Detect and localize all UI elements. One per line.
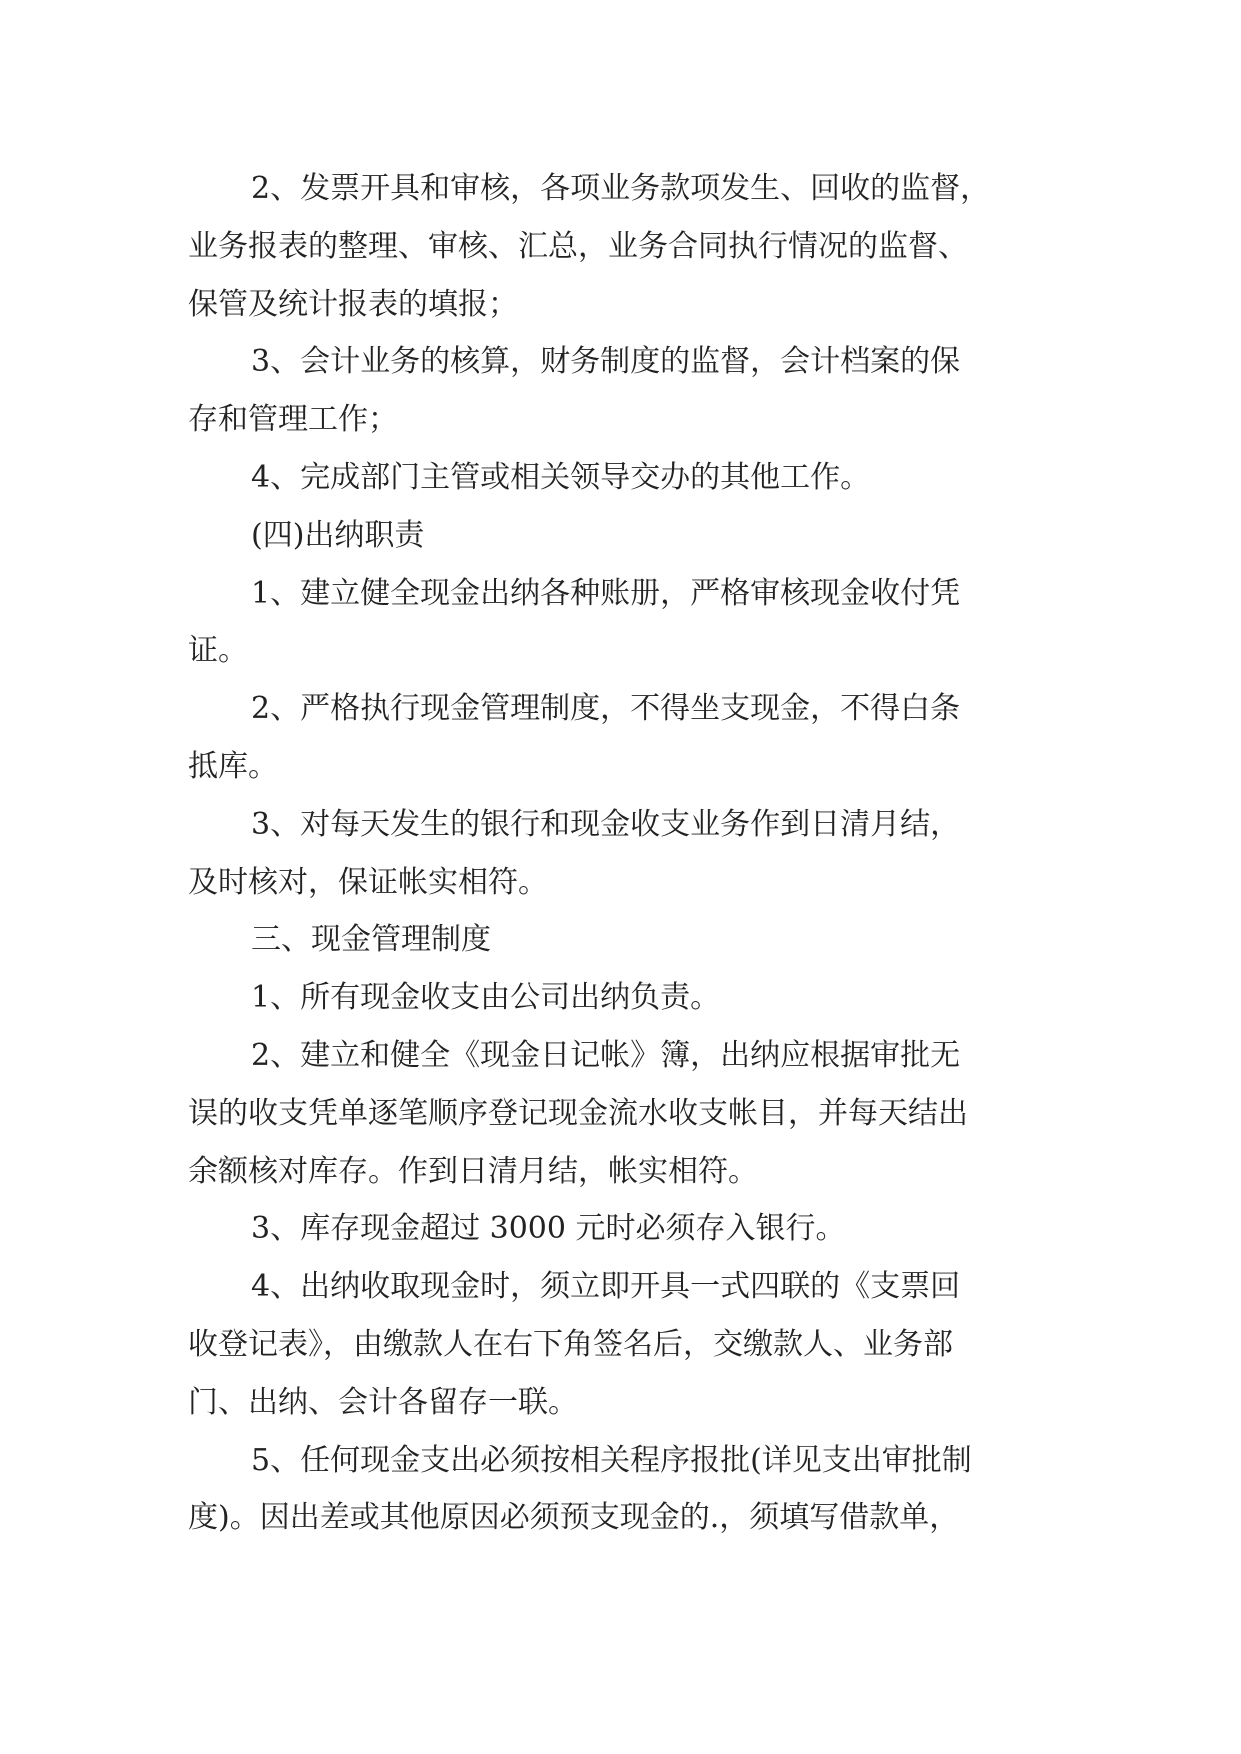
text-line: 业务报表的整理、审核、汇总，业务合同执行情况的监督、 — [188, 228, 968, 264]
text-line: 抵库。 — [188, 748, 278, 784]
text-line: 1、建立健全现金出纳各种账册，严格审核现金收付凭 — [251, 575, 961, 611]
text-line: 4、完成部门主管或相关领导交办的其他工作。 — [251, 459, 871, 495]
document-body — [188, 160, 1088, 1547]
text-line: 3、对每天发生的银行和现金收支业务作到日清月结， — [251, 806, 961, 842]
text-line: 2、发票开具和审核，各项业务款项发生、回收的监督， — [251, 171, 991, 206]
text-line: 2、严格执行现金管理制度，不得坐支现金，不得白条 — [251, 691, 961, 727]
text-line: 度)。因出差或其他原因必须预支现金的.，须填写借款单， — [188, 1500, 960, 1536]
text-line: 1、所有现金收支由公司出纳负责。 — [251, 980, 721, 1016]
text-line: 证。 — [188, 633, 248, 669]
text-line: 保管及统计报表的填报； — [188, 286, 518, 322]
text-line: 误的收支凭单逐笔顺序登记现金流水收支帐目，并每天结出 — [188, 1095, 968, 1131]
text-line: (四)出纳职责 — [251, 517, 425, 553]
text-line: 门、出纳、会计各留存一联。 — [188, 1384, 578, 1420]
text-line: 存和管理工作； — [188, 402, 398, 438]
text-line: 5、任何现金支出必须按相关程序报批(详见支出审批制 — [251, 1442, 972, 1478]
text-line: 及时核对，保证帐实相符。 — [188, 864, 548, 900]
text-line: 3、库存现金超过 3000 元时必须存入银行。 — [251, 1211, 846, 1247]
text-line: 三、现金管理制度 — [251, 922, 491, 958]
text-line: 3、会计业务的核算，财务制度的监督，会计档案的保 — [251, 344, 961, 380]
text-line: 收登记表》，由缴款人在右下角签名后，交缴款人、业务部 — [188, 1326, 953, 1362]
text-line: 余额核对库存。作到日清月结，帐实相符。 — [188, 1153, 758, 1189]
text-line: 2、建立和健全《现金日记帐》簿，出纳应根据审批无 — [251, 1037, 961, 1073]
text-line: 4、出纳收取现金时，须立即开具一式四联的《支票回 — [251, 1269, 961, 1305]
